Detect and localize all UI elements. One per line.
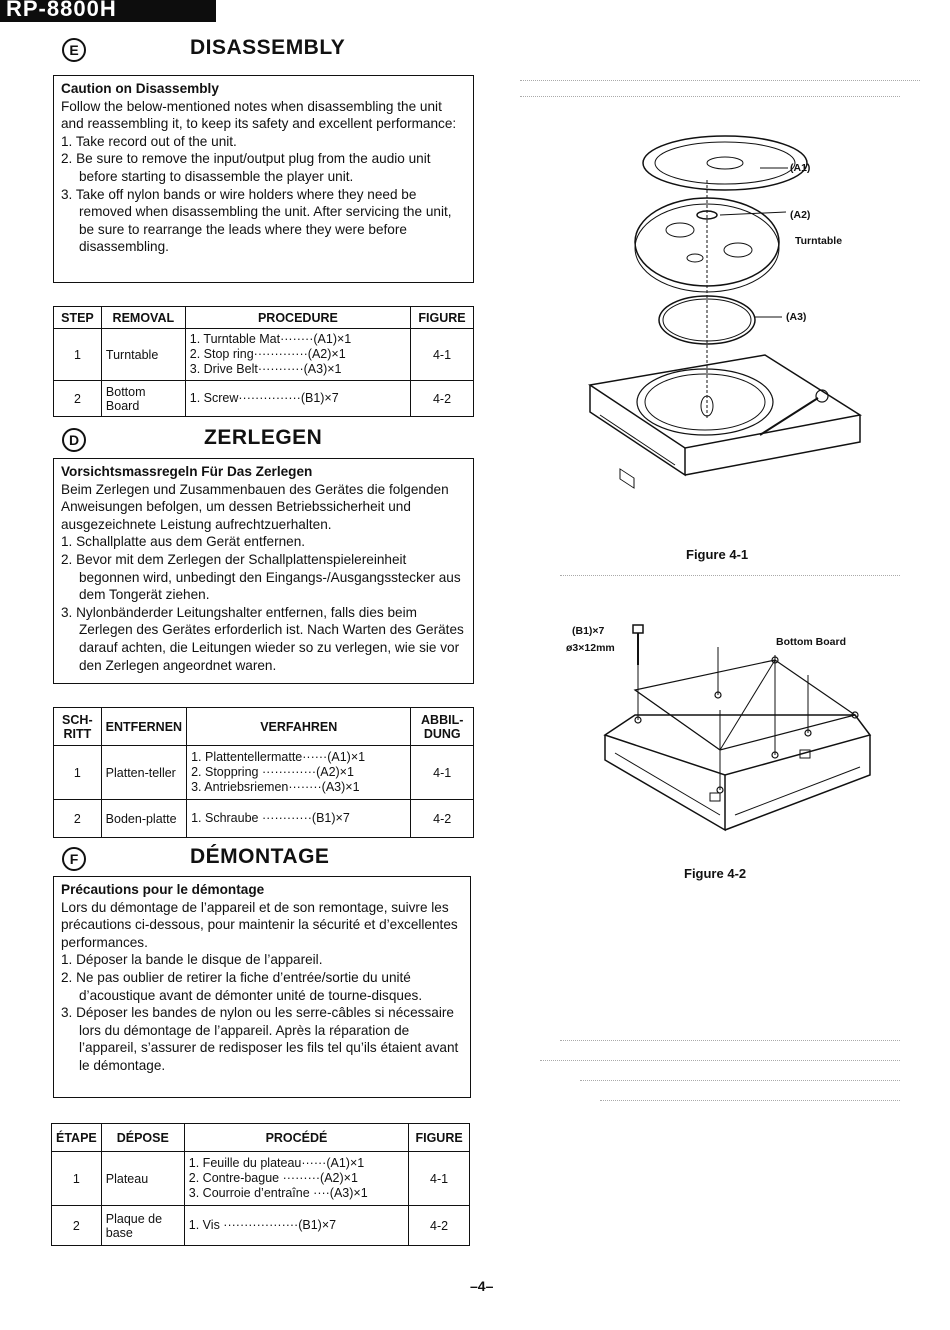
section-letter-english: E xyxy=(62,38,86,62)
caution-intro-french: Lors du démontage de l’appareil et de son remontage, suivre les précautions ci-dessous, pour maintenir la sécurité et d’excellentes performances. xyxy=(61,899,458,950)
procedure-line: 1. Plattentellermatte······(A1)×1 xyxy=(191,750,366,764)
caution-step: 2. Be sure to remove the input/output plug from the audio unit before starting to disassemble the player unit. xyxy=(61,151,431,184)
table-header: ENTFERNEN xyxy=(101,708,186,746)
procedure-line: 1. Feuille du plateau······(A1)×1 xyxy=(188,1156,365,1170)
bleed-through-line xyxy=(540,1060,900,1061)
step-cell: 1 xyxy=(52,1152,102,1206)
caution-steps-english xyxy=(61,133,466,256)
caution-box-english xyxy=(53,75,474,283)
step-cell: 2 xyxy=(54,800,102,838)
bleed-through-line xyxy=(520,80,920,81)
figure-cell: 4-1 xyxy=(411,329,474,381)
section-letter-french: F xyxy=(62,847,86,871)
label-a1: (A1) xyxy=(790,162,811,174)
removal-cell: Turntable xyxy=(101,329,185,381)
model-label: RP-8800H xyxy=(0,0,216,22)
figure-cell: 4-2 xyxy=(409,1206,470,1246)
procedure-cell xyxy=(187,746,411,800)
removal-cell: Bottom Board xyxy=(101,381,185,417)
label-bottom-board: Bottom Board xyxy=(776,636,846,648)
section-letter-german: D xyxy=(62,428,86,452)
procedure-cell xyxy=(184,1152,408,1206)
label-screw-size: ø3×12mm xyxy=(566,642,615,654)
procedure-line: 3. Drive Belt···········(A3)×1 xyxy=(189,362,342,376)
procedure-line: 3. Antriebsriemen········(A3)×1 xyxy=(191,780,360,794)
section-title-german: ZERLEGEN xyxy=(204,426,323,449)
procedure-line: 2. Stop ring·············(A2)×1 xyxy=(189,347,346,361)
section-header-english xyxy=(62,36,472,66)
procedure-line: 3. Courroie d’entraîne ····(A3)×1 xyxy=(188,1186,368,1200)
caution-steps-french xyxy=(61,951,463,1074)
bleed-through-line xyxy=(580,1080,900,1081)
caution-step: 1. Take record out of the unit. xyxy=(61,133,237,149)
caution-step: 1. Déposer la bande le disque de l’appareil. xyxy=(61,952,323,968)
table-row xyxy=(54,329,474,381)
caution-title-english: Caution on Disassembly xyxy=(61,81,219,96)
step-cell: 1 xyxy=(54,329,102,381)
table-header: FIGURE xyxy=(411,307,474,329)
table-header: DÉPOSE xyxy=(101,1124,184,1152)
caution-step: 2. Ne pas oublier de retirer la fiche d’entrée/sortie du unité d’acoustique avant de démonter unité de tourne-disques. xyxy=(61,969,423,1003)
caution-step: 3. Nylonbänderder Leitungshalter entfernen, falls dies beim Zerlegen des Gerätes erforderlich ist. Nach Warten des Gerätes darauf achten, die Leitungen wieder so zu verlegen, wie sie vor den Zerlegen angeordnet waren. xyxy=(61,604,464,673)
label-a2: (A2) xyxy=(790,209,811,221)
step-cell: 1 xyxy=(54,746,102,800)
figure-cell: 4-1 xyxy=(409,1152,470,1206)
caution-title-german: Vorsichtsmassregeln Für Das Zerlegen xyxy=(61,464,313,479)
bleed-through-line xyxy=(560,575,900,576)
table-header: VERFAHREN xyxy=(187,708,411,746)
caution-intro-english: Follow the below-mentioned notes when disassembling the unit and reassembling it, to keep its safety and excellent performance: xyxy=(61,98,457,132)
figure-cell: 4-2 xyxy=(411,381,474,417)
section-title-french: DÉMONTAGE xyxy=(190,845,330,868)
table-row xyxy=(52,1206,470,1246)
procedure-cell xyxy=(184,1206,408,1246)
caution-title-french: Précautions pour le démontage xyxy=(61,882,265,897)
caution-box-french xyxy=(53,876,471,1098)
procedure-cell xyxy=(185,329,410,381)
figure-4-1-illustration xyxy=(560,130,890,550)
table-header: STEP xyxy=(54,307,102,329)
caution-step: 3. Take off nylon bands or wire holders where they need be removed when disassembling the unit. After servicing the unit, be sure to rearrange the leads where they were before disassembling. xyxy=(61,186,452,255)
procedure-line: 1. Turntable Mat········(A1)×1 xyxy=(189,332,352,346)
procedure-line: 2. Stoppring ·············(A2)×1 xyxy=(191,765,354,779)
removal-cell: Platten-teller xyxy=(101,746,186,800)
table-header: ABBIL-DUNG xyxy=(411,708,474,746)
procedure-line: 2. Contre-bague ·········(A2)×1 xyxy=(188,1171,358,1185)
table-header: FIGURE xyxy=(409,1124,470,1152)
procedure-cell xyxy=(185,381,410,417)
removal-cell: Boden-platte xyxy=(101,800,186,838)
turntable-mat-shape xyxy=(643,136,807,190)
caution-step: 1. Schallplatte aus dem Gerät entfernen. xyxy=(61,534,306,550)
figure-cell: 4-1 xyxy=(411,746,474,800)
procedure-line: 1. Schraube ············(B1)×7 xyxy=(191,811,350,825)
section-header-german xyxy=(62,426,472,456)
table-row xyxy=(54,381,474,417)
label-a3: (A3) xyxy=(786,311,807,323)
bottom-board-shape xyxy=(635,660,855,750)
bleed-through-line xyxy=(560,1040,900,1041)
bleed-through-line xyxy=(600,1100,900,1101)
caution-step: 3. Déposer les bandes de nylon ou les serre-câbles si nécessaire lors du démontage de l’appareil. Après la réparation de l’appareil, s’assurer de redisposer les fils tel qu’ils étaient avant le démontage. xyxy=(61,1005,459,1073)
removal-cell: Plateau xyxy=(101,1152,184,1206)
table-header: PROCÉDÉ xyxy=(184,1124,408,1152)
procedure-table-english xyxy=(53,306,474,417)
section-title-english: DISASSEMBLY xyxy=(190,36,346,59)
table-header: SCH-RITT xyxy=(54,708,102,746)
step-cell: 2 xyxy=(54,381,102,417)
figure-4-1-caption: Figure 4-1 xyxy=(686,547,749,562)
figure-4-2-caption: Figure 4-2 xyxy=(684,866,747,881)
table-row xyxy=(52,1152,470,1206)
caution-box-german xyxy=(53,458,474,684)
table-header: PROCEDURE xyxy=(185,307,410,329)
bleed-through-line xyxy=(520,96,900,97)
page-number: –4– xyxy=(470,1278,494,1294)
caution-intro-german: Beim Zerlegen und Zusammenbauen des Gerätes die folgenden Anweisungen befolgen, um dessen Betriebssicherheit und ausgezeichnete Leistung aufrechtzuerhalten. xyxy=(61,481,449,532)
figure-cell: 4-2 xyxy=(411,800,474,838)
caution-steps-german xyxy=(61,533,466,674)
screw-shape xyxy=(633,625,643,633)
procedure-table-french xyxy=(51,1123,470,1246)
table-header: REMOVAL xyxy=(101,307,185,329)
label-b1: (B1)×7 xyxy=(572,625,605,637)
table-row xyxy=(54,800,474,838)
procedure-line: 1. Vis ··················(B1)×7 xyxy=(188,1218,337,1232)
step-cell: 2 xyxy=(52,1206,102,1246)
procedure-line: 1. Screw···············(B1)×7 xyxy=(189,391,339,405)
procedure-table-german xyxy=(53,707,474,838)
removal-cell: Plaque de base xyxy=(101,1206,184,1246)
section-header-french xyxy=(62,845,472,875)
caution-step: 2. Bevor mit dem Zerlegen der Schallplattenspielereinheit begonnen wird, unbedingt den Eingangs-/Ausgangsstecker aus dem Tongerät ziehen. xyxy=(61,551,461,603)
table-row xyxy=(54,746,474,800)
procedure-cell xyxy=(187,800,411,838)
table-header: ÉTAPE xyxy=(52,1124,102,1152)
label-turntable: Turntable xyxy=(795,235,843,247)
